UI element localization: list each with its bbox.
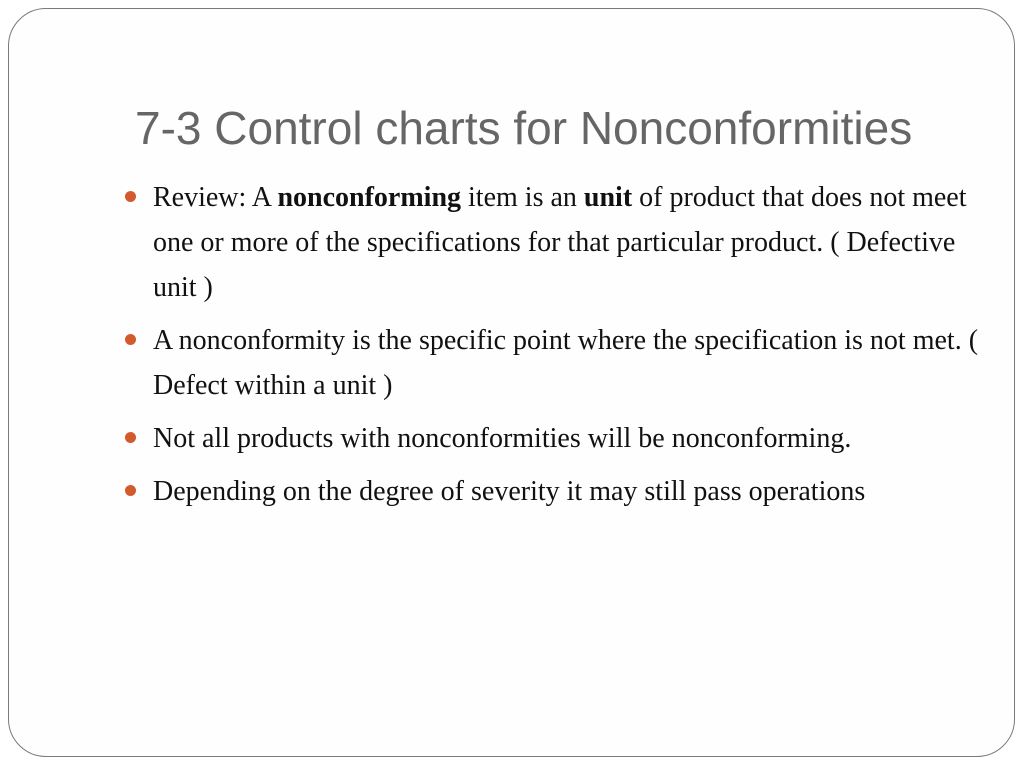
bullet-text: Depending on the degree of severity it may still pass operations [153, 476, 866, 507]
bullet-item-review [125, 175, 985, 310]
bullet-text-segment: of product that does not meet one or more of the specifications for that particular product. ( Defective unit ) [153, 182, 967, 303]
bullet-text: A nonconformity is the specific point where the specification is not met. ( Defect within a unit ) [153, 325, 979, 401]
bullet-dot-icon [125, 432, 136, 443]
bold-term-unit: unit [583, 182, 633, 213]
bullet-text [153, 182, 967, 303]
bullet-item-nonconformity [125, 318, 985, 408]
bullet-text-segment: item is an [461, 182, 584, 213]
slide-title: 7-3 Control charts for Nonconformities [135, 102, 913, 154]
slide-frame [8, 8, 1015, 757]
bold-term-nonconforming: nonconforming [277, 182, 462, 213]
bullet-text: Not all products with nonconformities will be nonconforming. [153, 423, 852, 454]
bullet-dot-icon [125, 334, 136, 345]
bullet-dot-icon [125, 485, 136, 496]
bullet-item-severity [125, 469, 985, 514]
bullet-dot-icon [125, 191, 136, 202]
bullet-text-segment: Review: A [153, 182, 278, 213]
bullet-item-not-all [125, 416, 985, 461]
bullet-list [125, 175, 985, 522]
